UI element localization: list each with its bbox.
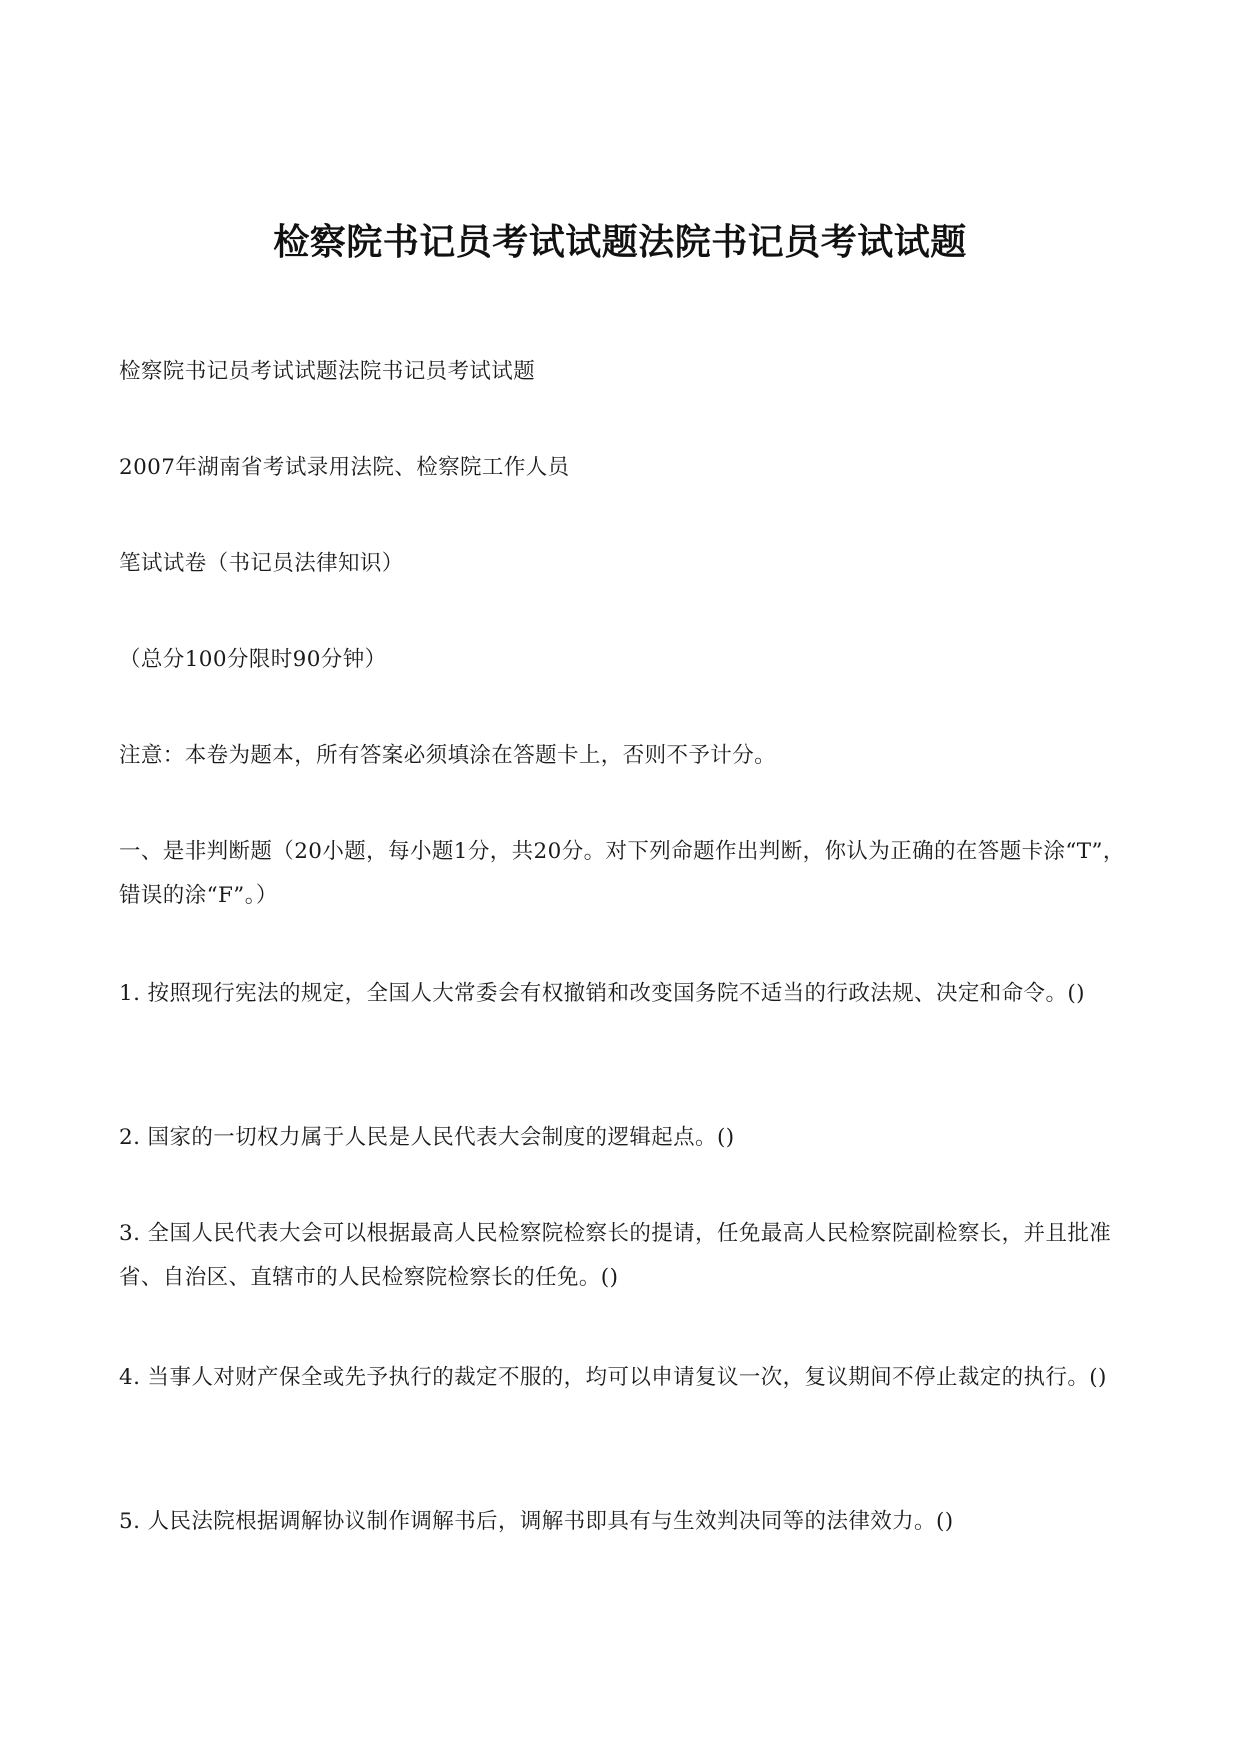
- question-1: 1. 按照现行宪法的规定，全国人大常委会有权撤销和改变国务院不适当的行政法规、决定和命令。(): [119, 981, 1085, 1006]
- question-5: 5. 人民法院根据调解协议制作调解书后，调解书即具有与生效判决同等的法律效力。(): [119, 1509, 954, 1534]
- exam-type-paragraph: 笔试试卷（书记员法律知识）: [119, 551, 404, 576]
- document-title: 检察院书记员考试试题法院书记员考试试题: [273, 221, 967, 263]
- subtitle-paragraph: 检察院书记员考试试题法院书记员考试试题: [119, 359, 536, 384]
- question-4: 4. 当事人对财产保全或先予执行的裁定不服的，均可以申请复议一次，复议期间不停止裁定的执行。(): [119, 1365, 1107, 1390]
- section-heading-paragraph: 一、是非判断题（20小题，每小题1分，共20分。对下列命题作出判断，你认为正确的在答题卡涂“T”，错误的涂“F”。）: [119, 839, 1125, 908]
- question-3: 3. 全国人民代表大会可以根据最高人民检察院检察长的提请，任免最高人民检察院副检察长，并且批准省、自治区、直辖市的人民检察院检察长的任免。(): [119, 1221, 1112, 1290]
- exam-year-paragraph: 2007年湖南省考试录用法院、检察院工作人员: [119, 455, 570, 480]
- score-time-paragraph: （总分100分限时90分钟）: [119, 647, 387, 672]
- notice-paragraph: 注意：本卷为题本，所有答案必须填涂在答题卡上，否则不予计分。: [119, 743, 777, 768]
- question-2: 2. 国家的一切权力属于人民是人民代表大会制度的逻辑起点。(): [119, 1125, 735, 1150]
